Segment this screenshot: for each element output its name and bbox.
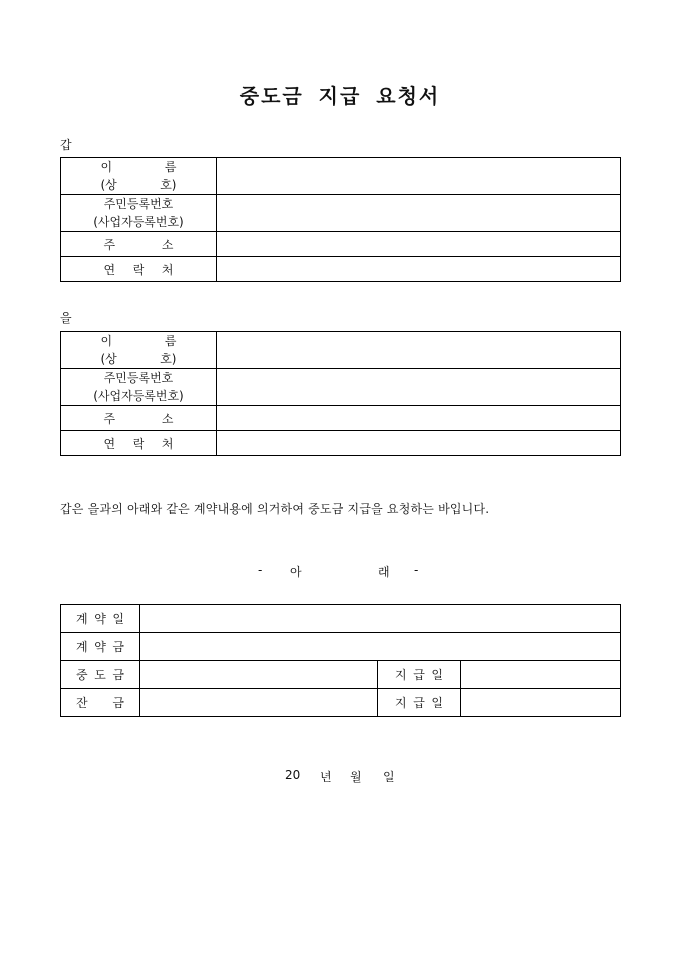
balance-pay-date-value[interactable] — [461, 689, 621, 717]
balance-value[interactable] — [140, 689, 378, 717]
contract-amount-value[interactable] — [140, 633, 621, 661]
contact-char-1: 연 — [103, 262, 116, 277]
party-a-label: 갑 — [60, 138, 72, 152]
party-a-table — [60, 157, 621, 282]
party-b-label: 을 — [60, 311, 72, 325]
address-char-1: 주 — [103, 237, 116, 252]
request-statement: 갑은 을과의 아래와 같은 계약내용에 의거하여 중도금 지급을 요청하는 바입니다. — [60, 502, 490, 516]
label-char: 일 — [431, 696, 443, 710]
name-label-cell — [61, 158, 217, 195]
name-char-2: 름 — [164, 160, 177, 174]
label-char: 급 — [413, 696, 425, 710]
id-label-line1: 주민등록번호 — [103, 371, 174, 385]
label-char: 금 — [112, 696, 124, 710]
contact-label-cell — [61, 257, 217, 282]
label-char: 계 — [76, 640, 88, 654]
contact-char-3: 처 — [161, 436, 174, 451]
contact-value-cell[interactable] — [217, 257, 621, 282]
address-label-cell — [61, 406, 217, 431]
id-label-line1: 주민등록번호 — [103, 197, 174, 211]
contact-char-2: 락 — [132, 262, 145, 277]
name-value-cell[interactable] — [217, 332, 621, 369]
id-label-line2: (사업자등록번호) — [93, 389, 184, 403]
year-label: 년 — [320, 770, 332, 784]
contract-amount-label — [61, 633, 140, 661]
shop-close: 호) — [160, 178, 177, 192]
below-char-1: 아 — [290, 565, 302, 579]
interim-payment-value[interactable] — [140, 661, 378, 689]
label-char: 중 — [76, 668, 88, 682]
id-value-cell[interactable] — [217, 369, 621, 406]
address-char-2: 소 — [161, 237, 174, 252]
contact-label-cell — [61, 431, 217, 456]
id-label-line2: (사업자등록번호) — [93, 215, 184, 229]
shop-close: 호) — [160, 352, 177, 366]
address-label-cell — [61, 232, 217, 257]
contact-char-1: 연 — [103, 436, 116, 451]
balance-pay-date-label — [378, 689, 461, 717]
document-title: 중도금 지급 요청서 — [239, 84, 441, 108]
shop-open: (상 — [100, 352, 117, 366]
address-char-2: 소 — [161, 411, 174, 426]
label-char: 계 — [76, 612, 88, 626]
name-char-1: 이 — [100, 160, 113, 174]
address-char-1: 주 — [103, 411, 116, 426]
dash-right: - — [414, 563, 419, 577]
address-value-cell[interactable] — [217, 232, 621, 257]
interim-pay-date-label — [378, 661, 461, 689]
id-label-cell — [61, 369, 217, 406]
interim-pay-date-value[interactable] — [461, 661, 621, 689]
name-char-2: 름 — [164, 334, 177, 348]
day-label: 일 — [383, 770, 395, 784]
label-char: 지 — [395, 696, 407, 710]
contact-value-cell[interactable] — [217, 431, 621, 456]
interim-payment-label — [61, 661, 140, 689]
label-char: 약 — [94, 612, 106, 626]
address-value-cell[interactable] — [217, 406, 621, 431]
contact-char-2: 락 — [132, 436, 145, 451]
contact-char-3: 처 — [161, 262, 174, 277]
month-label: 월 — [350, 770, 362, 784]
label-char: 급 — [413, 668, 425, 682]
label-char: 금 — [112, 668, 124, 682]
name-char-1: 이 — [100, 334, 113, 348]
label-char: 약 — [94, 640, 106, 654]
label-char: 잔 — [76, 696, 88, 710]
below-char-2: 래 — [378, 565, 390, 579]
label-char: 도 — [94, 668, 106, 682]
label-char: 지 — [395, 668, 407, 682]
contract-date-value[interactable] — [140, 605, 621, 633]
shop-open: (상 — [100, 178, 117, 192]
label-char: 일 — [431, 668, 443, 682]
name-value-cell[interactable] — [217, 158, 621, 195]
party-b-table — [60, 331, 621, 456]
contract-date-label — [61, 605, 140, 633]
label-char: 일 — [112, 612, 124, 626]
id-value-cell[interactable] — [217, 195, 621, 232]
label-char: 금 — [112, 640, 124, 654]
balance-label — [61, 689, 140, 717]
id-label-cell — [61, 195, 217, 232]
year-prefix: 20 — [285, 768, 301, 782]
contract-table — [60, 604, 621, 717]
name-label-cell — [61, 332, 217, 369]
dash-left: - — [258, 563, 263, 577]
